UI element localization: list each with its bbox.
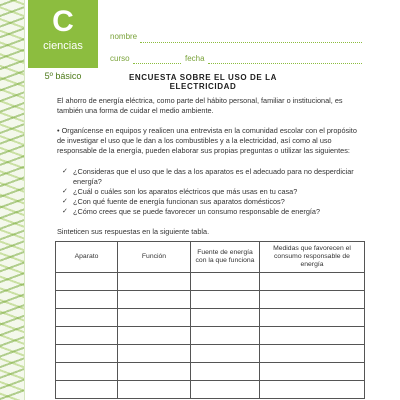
table-cell[interactable] [260,291,365,309]
survey-table [55,241,365,399]
table-cell[interactable] [118,363,191,381]
column-header-energy-source: Fuente de energía con la que funciona [191,242,260,273]
table-cell[interactable] [191,345,260,363]
table-cell[interactable] [56,291,118,309]
list-item: ✓ ¿Cuál o cuáles son los aparatos eléctricos que más usas en tu casa? [62,187,298,196]
table-cell[interactable] [56,327,118,345]
table-cell[interactable] [260,309,365,327]
table-cell[interactable] [56,345,118,363]
list-item: ✓ ¿Consideras que el uso que le das a los aparatos es el adecuado para no desperdiciar energía? [62,167,354,186]
table-cell[interactable] [191,327,260,345]
check-icon: ✓ [62,198,68,205]
table-cell[interactable] [260,273,365,291]
column-header-function: Función [118,242,191,273]
check-icon: ✓ [62,168,68,175]
table-intro: Sinteticen sus respuestas en la siguiente tabla. [57,227,210,236]
table-cell[interactable] [191,381,260,399]
name-field[interactable] [140,42,362,43]
table-cell[interactable] [191,273,260,291]
date-label: fecha [185,54,205,63]
grade-label: 5º básico [44,71,82,81]
table-row [56,273,365,291]
table-row [56,327,365,345]
subject-letter: C [52,5,74,38]
table-cell[interactable] [56,381,118,399]
table-cell[interactable] [56,273,118,291]
instruction-paragraph: • Organícense en equipos y realicen una entrevista en la comunidad escolar con el propósito de investigar el uso que le dan a los combustibles y a la electricidad, así como al uso responsable de la energía, pueden elaborar sus propias preguntas o utilizar las siguientes: [57,126,357,156]
table-cell[interactable] [118,309,191,327]
table-cell[interactable] [260,363,365,381]
page-title: ENCUESTA SOBRE EL USO DE LA ELECTRICIDAD [128,73,278,91]
subject-badge [28,0,98,81]
intro-paragraph: El ahorro de energía eléctrica, como parte del hábito personal, familiar o institucional, es también una forma de cuidar el medio ambiente. [57,96,343,116]
decorative-leaf-border [0,0,25,400]
table-cell[interactable] [260,345,365,363]
table-row [56,363,365,381]
table-cell[interactable] [260,327,365,345]
course-field[interactable] [133,63,181,64]
table-cell[interactable] [118,291,191,309]
table-row [56,291,365,309]
table-cell[interactable] [118,345,191,363]
table-cell[interactable] [191,291,260,309]
name-label: nombre [110,32,138,41]
question-list [62,167,362,217]
table-header-row [56,242,365,273]
table-row [56,381,365,399]
table-cell[interactable] [56,309,118,327]
table-cell[interactable] [118,327,191,345]
date-field[interactable] [208,63,362,64]
table-cell[interactable] [118,381,191,399]
subject-name: ciencias [43,40,83,52]
column-header-measures: Medidas que favorecen el consumo responsable de energía [260,242,365,273]
list-item: ✓ ¿Con qué fuente de energía funcionan sus aparatos domésticos? [62,197,285,206]
table-cell[interactable] [260,381,365,399]
table-cell[interactable] [56,363,118,381]
table-cell[interactable] [191,363,260,381]
column-header-device: Aparato [56,242,118,273]
table-row [56,309,365,327]
table-cell[interactable] [118,273,191,291]
check-icon: ✓ [62,208,68,215]
check-icon: ✓ [62,188,68,195]
table-row [56,345,365,363]
course-label: curso [110,54,130,63]
table-cell[interactable] [191,309,260,327]
list-item: ✓ ¿Cómo crees que se puede favorecer un consumo responsable de energía? [62,207,321,216]
